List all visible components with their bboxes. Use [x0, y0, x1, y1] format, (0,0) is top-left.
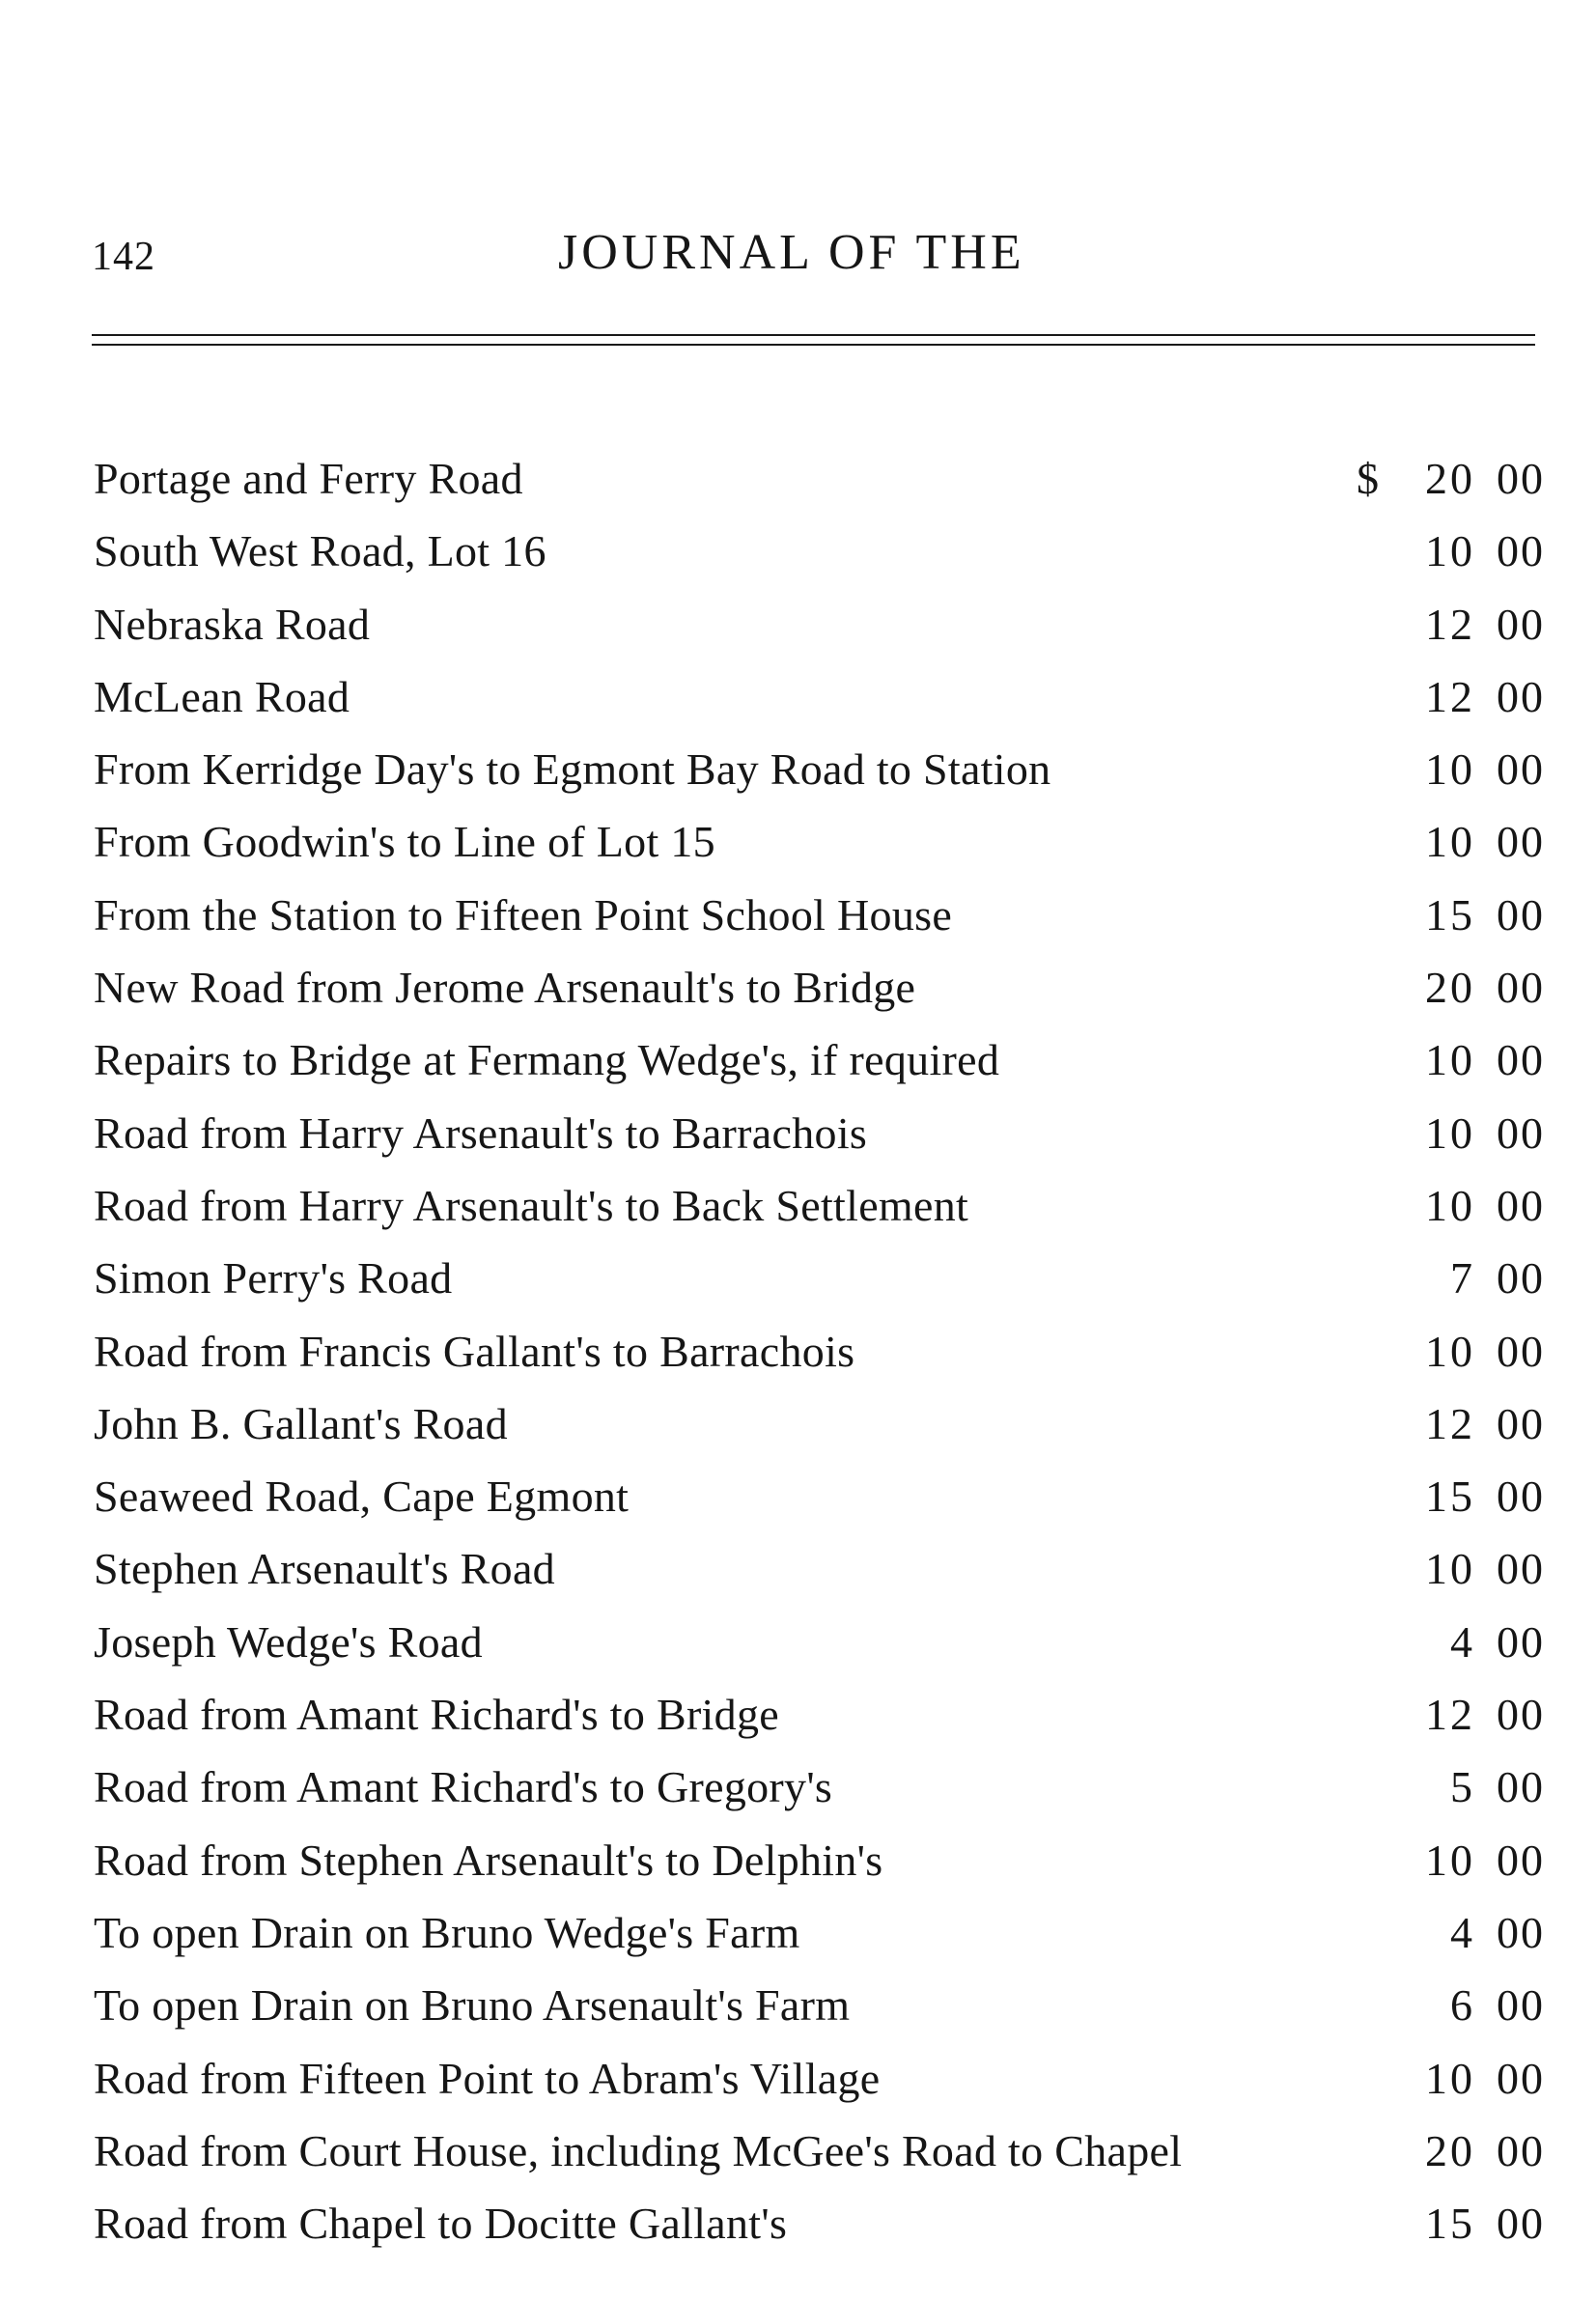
amount-dollars: 20 — [1425, 454, 1475, 503]
list-item — [92, 2187, 1545, 2259]
page-number: 142 — [92, 235, 155, 279]
amount-dollars: 5 — [1450, 1762, 1475, 1812]
entry-description: South West Road, Lot 16 — [94, 526, 546, 576]
entry-description: Stephen Arsenault's Road — [94, 1544, 555, 1594]
entry-description: To open Drain on Bruno Wedge's Farm — [94, 1907, 800, 1957]
entry-description: Road from Francis Gallant's to Barrachois — [94, 1326, 855, 1376]
header-rule-top — [92, 334, 1535, 336]
entry-description: Portage and Ferry Road — [94, 454, 523, 503]
entry-description: Road from Stephen Arsenault's to Delphin's — [94, 1835, 883, 1885]
entry-description: Repairs to Bridge at Fermang Wedge's, if required — [94, 1035, 1000, 1085]
entry-description: Road from Amant Richard's to Bridge — [94, 1690, 779, 1740]
amount-dollars: 15 — [1425, 1472, 1475, 1522]
entry-amount — [1357, 1169, 1545, 1242]
list-item — [92, 1532, 1545, 1605]
appropriations-list — [92, 442, 1545, 2259]
amount-cents: 00 — [1497, 526, 1545, 576]
entry-description: To open Drain on Bruno Arsenault's Farm — [94, 1980, 851, 2031]
entry-description: John B. Gallant's Road — [94, 1398, 508, 1448]
amount-cents: 00 — [1497, 454, 1545, 503]
entry-description: Road from Fifteen Point to Abram's Village — [94, 2053, 881, 2103]
amount-dollars: 10 — [1425, 1835, 1475, 1885]
entry-description: Road from Harry Arsenault's to Back Settlement — [94, 1180, 969, 1230]
amount-cents: 00 — [1497, 1107, 1545, 1158]
entry-amount — [1357, 442, 1545, 515]
amount-cents: 00 — [1497, 1253, 1545, 1304]
amount-cents: 00 — [1497, 671, 1545, 721]
list-item — [92, 879, 1545, 951]
list-item — [92, 2042, 1545, 2115]
entry-amount — [1357, 1751, 1545, 1823]
entry-amount — [1357, 1896, 1545, 1969]
amount-dollars: 10 — [1425, 2053, 1475, 2103]
entry-description: New Road from Jerome Arsenault's to Bridge — [94, 963, 916, 1013]
entry-amount — [1357, 1678, 1545, 1751]
amount-cents: 00 — [1497, 1035, 1545, 1085]
amount-dollars: 10 — [1425, 1180, 1475, 1230]
amount-dollars: 12 — [1425, 671, 1475, 721]
amount-cents: 00 — [1497, 1835, 1545, 1885]
currency-symbol: $ — [1357, 454, 1379, 503]
amount-dollars: 10 — [1425, 817, 1475, 867]
entry-amount — [1357, 1315, 1545, 1388]
amount-dollars: 12 — [1425, 599, 1475, 649]
entry-description: From Goodwin's to Line of Lot 15 — [94, 817, 715, 867]
amount-cents: 00 — [1497, 963, 1545, 1013]
list-item — [92, 1169, 1545, 1242]
amount-dollars: 6 — [1450, 1980, 1475, 2031]
header-rule-bottom — [92, 344, 1535, 346]
list-item — [92, 515, 1545, 587]
amount-cents: 00 — [1497, 2125, 1545, 2175]
amount-cents: 00 — [1497, 1690, 1545, 1740]
list-item — [92, 1097, 1545, 1169]
list-item — [92, 1606, 1545, 1678]
amount-dollars: 20 — [1425, 963, 1475, 1013]
entry-amount — [1357, 1460, 1545, 1532]
amount-dollars: 10 — [1425, 1107, 1475, 1158]
entry-amount — [1357, 2187, 1545, 2259]
list-item — [92, 1388, 1545, 1460]
entry-amount — [1357, 951, 1545, 1023]
list-item — [92, 1460, 1545, 1532]
entry-amount — [1357, 805, 1545, 878]
amount-cents: 00 — [1497, 1544, 1545, 1594]
amount-dollars: 4 — [1450, 1907, 1475, 1957]
amount-cents: 00 — [1497, 817, 1545, 867]
entry-amount — [1357, 2042, 1545, 2115]
list-item — [92, 1969, 1545, 2041]
list-item — [92, 805, 1545, 878]
entry-amount — [1357, 1242, 1545, 1314]
entry-description: Nebraska Road — [94, 599, 371, 649]
list-item — [92, 1242, 1545, 1314]
list-item — [92, 1824, 1545, 1896]
list-item — [92, 733, 1545, 805]
entry-amount — [1357, 1023, 1545, 1096]
amount-cents: 00 — [1497, 2199, 1545, 2249]
list-item — [92, 1678, 1545, 1751]
entry-amount — [1357, 733, 1545, 805]
list-item — [92, 588, 1545, 660]
entry-amount — [1357, 588, 1545, 660]
entry-description: From Kerridge Day's to Egmont Bay Road to Station — [94, 744, 1051, 795]
amount-cents: 00 — [1497, 1980, 1545, 2031]
amount-dollars: 12 — [1425, 1398, 1475, 1448]
entry-description: Road from Amant Richard's to Gregory's — [94, 1762, 833, 1812]
entry-description: Road from Harry Arsenault's to Barrachois — [94, 1107, 868, 1158]
amount-dollars: 12 — [1425, 1690, 1475, 1740]
entry-amount — [1357, 879, 1545, 951]
amount-dollars: 15 — [1425, 889, 1475, 939]
amount-cents: 00 — [1497, 599, 1545, 649]
amount-dollars: 10 — [1425, 526, 1475, 576]
amount-cents: 00 — [1497, 889, 1545, 939]
list-item — [92, 1315, 1545, 1388]
amount-cents: 00 — [1497, 1326, 1545, 1376]
list-item — [92, 1896, 1545, 1969]
amount-dollars: 15 — [1425, 2199, 1475, 2249]
list-item — [92, 442, 1545, 515]
entry-description: Simon Perry's Road — [94, 1253, 453, 1304]
entry-description: Seaweed Road, Cape Egmont — [94, 1472, 630, 1522]
amount-dollars: 7 — [1450, 1253, 1475, 1304]
amount-cents: 00 — [1497, 1472, 1545, 1522]
entry-amount — [1357, 1969, 1545, 2041]
amount-dollars: 20 — [1425, 2125, 1475, 2175]
entry-amount — [1357, 1824, 1545, 1896]
entry-amount — [1357, 1606, 1545, 1678]
entry-amount — [1357, 2115, 1545, 2187]
entry-description: Road from Chapel to Docitte Gallant's — [94, 2199, 788, 2249]
list-item — [92, 2115, 1545, 2187]
amount-dollars: 4 — [1450, 1616, 1475, 1667]
amount-dollars: 10 — [1425, 1326, 1475, 1376]
amount-cents: 00 — [1497, 1616, 1545, 1667]
amount-dollars: 10 — [1425, 1035, 1475, 1085]
entry-amount — [1357, 1532, 1545, 1605]
entry-amount — [1357, 515, 1545, 587]
amount-cents: 00 — [1497, 1907, 1545, 1957]
entry-description: Joseph Wedge's Road — [94, 1616, 483, 1667]
amount-dollars: 10 — [1425, 1544, 1475, 1594]
entry-description: Road from Court House, including McGee's Road to Chapel — [94, 2125, 1183, 2175]
list-item — [92, 1023, 1545, 1096]
entry-description: McLean Road — [94, 671, 350, 721]
entry-description: From the Station to Fifteen Point School House — [94, 889, 953, 939]
list-item — [92, 660, 1545, 733]
list-item — [92, 1751, 1545, 1823]
entry-amount — [1357, 660, 1545, 733]
amount-cents: 00 — [1497, 1398, 1545, 1448]
entry-amount — [1357, 1097, 1545, 1169]
page-header — [0, 0, 1596, 309]
amount-dollars: 10 — [1425, 744, 1475, 795]
amount-cents: 00 — [1497, 1180, 1545, 1230]
amount-cents: 00 — [1497, 744, 1545, 795]
amount-cents: 00 — [1497, 2053, 1545, 2103]
amount-cents: 00 — [1497, 1762, 1545, 1812]
entry-amount — [1357, 1388, 1545, 1460]
list-item — [92, 951, 1545, 1023]
running-head: JOURNAL OF THE — [558, 225, 1025, 280]
